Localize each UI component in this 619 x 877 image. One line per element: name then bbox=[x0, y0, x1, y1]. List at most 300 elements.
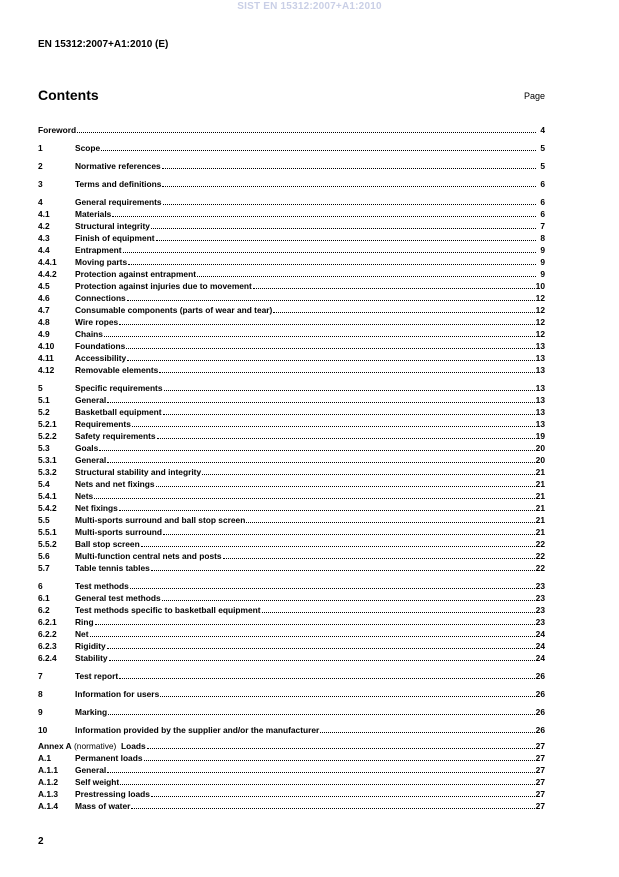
toc-entry-number: 5.2.2 bbox=[38, 431, 57, 441]
toc-leader-dots bbox=[156, 239, 536, 241]
toc-leader-dots bbox=[157, 437, 535, 439]
toc-entry-page: 4 bbox=[540, 125, 545, 135]
toc-entry-page: 20 bbox=[535, 443, 545, 453]
toc-entry-title bbox=[75, 478, 155, 490]
toc-entry[interactable] bbox=[38, 514, 545, 526]
toc-entry-number: 5.3.1 bbox=[38, 455, 57, 465]
toc-entry-number: 5.5.1 bbox=[38, 527, 57, 537]
toc-entry-title-text: Table tennis tables bbox=[75, 563, 150, 573]
toc-entry-title bbox=[75, 580, 129, 592]
toc-entry-title-text: Ball stop screen bbox=[75, 539, 140, 549]
toc-entry-number: 4.8 bbox=[38, 317, 50, 327]
toc-leader-dots bbox=[107, 771, 534, 773]
toc-entry-page: 10 bbox=[535, 281, 545, 291]
toc-entry-number: A.1.1 bbox=[38, 765, 59, 775]
toc-entry-title bbox=[75, 382, 163, 394]
toc-entry-page: 13 bbox=[535, 353, 545, 363]
toc-entry-title-text: Protection against injuries due to movement bbox=[75, 281, 252, 291]
toc-entry[interactable] bbox=[38, 788, 545, 800]
toc-entry-page: 20 bbox=[535, 455, 545, 465]
toc-entry-title-text: Information for users bbox=[75, 689, 160, 699]
toc-entry-title bbox=[75, 764, 106, 776]
toc-entry[interactable] bbox=[38, 220, 545, 232]
toc-entry-number: 4.6 bbox=[38, 293, 50, 303]
toc-entry-number: 4.4.2 bbox=[38, 269, 57, 279]
toc-entry[interactable] bbox=[38, 256, 545, 268]
toc-entry-title-text: Net bbox=[75, 629, 89, 639]
toc-entry-title bbox=[75, 244, 122, 256]
toc-entry-number: 5.3.2 bbox=[38, 467, 57, 477]
toc-leader-dots bbox=[151, 227, 536, 229]
toc-entry-title-text: Nets bbox=[75, 491, 94, 501]
toc-entry-number: 5.2 bbox=[38, 407, 50, 417]
toc-entry-number: 6 bbox=[38, 581, 43, 591]
toc-entry-page: 27 bbox=[535, 765, 545, 775]
toc-leader-dots bbox=[253, 287, 535, 289]
toc-leader-dots bbox=[126, 347, 534, 349]
toc-entry-title-text: Structural integrity bbox=[75, 221, 150, 231]
toc-entry[interactable] bbox=[38, 616, 545, 628]
toc-entry[interactable] bbox=[38, 628, 545, 640]
toc-entry-page: 24 bbox=[535, 653, 545, 663]
toc-entry-title bbox=[75, 752, 143, 764]
toc-entry-title bbox=[75, 142, 100, 154]
toc-entry-title-text: Normative references bbox=[75, 161, 161, 171]
toc-entry[interactable] bbox=[38, 688, 545, 700]
toc-leader-dots bbox=[163, 533, 535, 535]
toc-entry-number: 6.2.4 bbox=[38, 653, 57, 663]
toc-entry[interactable] bbox=[38, 562, 545, 574]
toc-entry-title-text: Terms and definitions bbox=[75, 179, 162, 189]
toc-leader-dots bbox=[77, 131, 536, 133]
toc-entry-page: 12 bbox=[535, 317, 545, 327]
toc-entry-number: 5.2.1 bbox=[38, 419, 57, 429]
toc-entry-title bbox=[75, 394, 106, 406]
toc-entry[interactable] bbox=[38, 592, 545, 604]
toc-entry-page: 5 bbox=[540, 161, 545, 171]
toc-entry-title-text: Safety requirements bbox=[75, 431, 156, 441]
toc-leader-dots bbox=[99, 449, 534, 451]
toc-entry-number: 4.10 bbox=[38, 341, 55, 351]
toc-entry[interactable] bbox=[38, 640, 545, 652]
toc-entry-title bbox=[75, 514, 245, 526]
toc-entry-title bbox=[75, 466, 201, 478]
toc-leader-dots bbox=[120, 783, 534, 785]
document-id: EN 15312:2007+A1:2010 (E) bbox=[38, 39, 169, 50]
toc-entry-title-text: Removable elements bbox=[75, 365, 159, 375]
toc-entry-title-text: General bbox=[75, 455, 107, 465]
toc-entry[interactable] bbox=[38, 124, 545, 136]
toc-entry-title bbox=[75, 178, 161, 190]
toc-entry[interactable] bbox=[38, 538, 545, 550]
toc-entry-page: 26 bbox=[535, 725, 545, 735]
toc-entry[interactable] bbox=[38, 178, 545, 190]
toc-entry-title bbox=[75, 538, 140, 550]
toc-entry-title-text: Foreword bbox=[38, 125, 77, 135]
toc-entry[interactable] bbox=[38, 764, 545, 776]
toc-entry-page: 9 bbox=[540, 257, 545, 267]
toc-entry-number: 6.2 bbox=[38, 605, 50, 615]
toc-entry-title-text: Net fixings bbox=[75, 503, 118, 513]
toc-entry-page: 21 bbox=[535, 515, 545, 525]
toc-entry-title bbox=[75, 328, 103, 340]
toc-entry-page: 27 bbox=[535, 789, 545, 799]
toc-entry-page: 12 bbox=[535, 305, 545, 315]
toc-entry-title-text: Marking bbox=[75, 707, 108, 717]
toc-leader-dots bbox=[197, 275, 536, 277]
toc-entry-title bbox=[75, 340, 125, 352]
toc-entry-title-text: Materials bbox=[75, 209, 112, 219]
toc-entry-title-text: General requirements bbox=[75, 197, 162, 207]
toc-entry-title-text: Accessibility bbox=[75, 353, 127, 363]
toc-leader-dots bbox=[320, 731, 534, 733]
toc-entry-number: 5.1 bbox=[38, 395, 50, 405]
toc-entry-number: 5.4.2 bbox=[38, 503, 57, 513]
toc-entry-page: 22 bbox=[535, 551, 545, 561]
toc-entry-title bbox=[75, 562, 150, 574]
toc-entry-title-text: Ring bbox=[75, 617, 94, 627]
toc-entry-page: 27 bbox=[535, 753, 545, 763]
toc-entry-title-text: Foundations bbox=[75, 341, 126, 351]
toc-entry[interactable] bbox=[38, 800, 545, 812]
toc-leader-dots bbox=[123, 251, 536, 253]
toc-entry-number: 4.5 bbox=[38, 281, 50, 291]
toc-entry-number: 6.2.1 bbox=[38, 617, 57, 627]
toc-entry[interactable] bbox=[38, 430, 545, 442]
toc-leader-dots bbox=[202, 473, 535, 475]
toc-leader-dots bbox=[90, 635, 535, 637]
toc-entry-title-text: Test methods bbox=[75, 581, 129, 591]
toc-leader-dots bbox=[163, 413, 535, 415]
toc-entry[interactable] bbox=[38, 232, 545, 244]
toc-leader-dots bbox=[107, 461, 534, 463]
toc-entry-number: A.1 bbox=[38, 753, 52, 763]
toc-entry-number: 4.7 bbox=[38, 305, 50, 315]
footer-page-number: 2 bbox=[38, 836, 44, 847]
toc-entry-page: 23 bbox=[535, 617, 545, 627]
toc-entry-title bbox=[75, 616, 94, 628]
toc-entry[interactable] bbox=[38, 304, 545, 316]
toc-entry-title-text: Chains bbox=[75, 329, 103, 339]
toc-entry[interactable] bbox=[38, 382, 545, 394]
toc-leader-dots bbox=[107, 647, 535, 649]
toc-entry-title bbox=[75, 604, 261, 616]
toc-leader-dots bbox=[223, 557, 535, 559]
toc-leader-dots bbox=[119, 677, 535, 679]
toc-entry[interactable] bbox=[38, 490, 545, 502]
toc-entry[interactable] bbox=[38, 316, 545, 328]
toc-entry-number: 1 bbox=[38, 143, 43, 153]
toc-leader-dots bbox=[163, 203, 536, 205]
toc-entry-number: 4.12 bbox=[38, 365, 55, 375]
toc-entry-title-text: Protection against entrapment bbox=[75, 269, 196, 279]
toc-entry-title bbox=[75, 454, 106, 466]
toc-leader-dots bbox=[273, 311, 534, 313]
toc-entry-page: 19 bbox=[535, 431, 545, 441]
toc-leader-dots bbox=[127, 299, 535, 301]
toc-entry-title bbox=[38, 124, 76, 136]
toc-entry-number: 5.5 bbox=[38, 515, 50, 525]
toc-entry-title bbox=[75, 430, 156, 442]
toc-entry-title bbox=[75, 706, 107, 718]
toc-entry-title bbox=[75, 652, 108, 664]
toc-entry-title bbox=[75, 442, 98, 454]
toc-entry-page: 26 bbox=[535, 671, 545, 681]
toc-leader-dots bbox=[109, 659, 535, 661]
toc-entry-title bbox=[38, 740, 146, 752]
toc-entry-title-text: Information provided by the supplier and/or the manufacturer bbox=[75, 725, 320, 735]
toc-entry-title-text: Connections bbox=[75, 293, 126, 303]
toc-leader-dots bbox=[151, 795, 535, 797]
toc-entry[interactable] bbox=[38, 502, 545, 514]
toc-entry-page: 27 bbox=[535, 777, 545, 787]
toc-entry-number: 9 bbox=[38, 707, 43, 717]
toc-entry-page: 22 bbox=[535, 563, 545, 573]
toc-entry-title bbox=[75, 502, 118, 514]
toc-entry[interactable] bbox=[38, 752, 545, 764]
toc-entry[interactable] bbox=[38, 340, 545, 352]
toc-entry-number: 7 bbox=[38, 671, 43, 681]
toc-entry[interactable] bbox=[38, 670, 545, 682]
toc-leader-dots bbox=[162, 599, 535, 601]
toc-entry-title-text: Multi-sports surround bbox=[75, 527, 163, 537]
toc-entry[interactable] bbox=[38, 776, 545, 788]
toc-entry-title-text: Mass of water bbox=[75, 801, 131, 811]
toc-entry-number: 4.4 bbox=[38, 245, 50, 255]
toc-entry-page: 23 bbox=[535, 581, 545, 591]
toc-entry-title-text: Rigidity bbox=[75, 641, 106, 651]
toc-entry-title-text: Permanent loads bbox=[75, 753, 143, 763]
toc-entry-title-text: Multi-function central nets and posts bbox=[75, 551, 222, 561]
toc-entry-title-text: Requirements bbox=[75, 419, 131, 429]
toc-entry-number: 5.4 bbox=[38, 479, 50, 489]
toc-entry-page: 13 bbox=[535, 341, 545, 351]
toc-leader-dots bbox=[162, 185, 536, 187]
toc-entry-title bbox=[75, 490, 93, 502]
toc-entry-number: 4.3 bbox=[38, 233, 50, 243]
toc-entry-page: 23 bbox=[535, 593, 545, 603]
toc-entry-number: 5.3 bbox=[38, 443, 50, 453]
toc-leader-dots bbox=[94, 497, 535, 499]
toc-entry-title-text: General test methods bbox=[75, 593, 161, 603]
toc-entry-title-text: Test methods specific to basketball equipment bbox=[75, 605, 261, 615]
toc-leader-dots bbox=[147, 747, 535, 749]
toc-entry-number: 6.2.3 bbox=[38, 641, 57, 651]
toc-entry-number: 4.9 bbox=[38, 329, 50, 339]
toc-entry-title bbox=[75, 208, 111, 220]
toc-entry-number: 2 bbox=[38, 161, 43, 171]
toc-leader-dots bbox=[141, 545, 535, 547]
toc-entry[interactable] bbox=[38, 208, 545, 220]
toc-entry[interactable] bbox=[38, 478, 545, 490]
toc-entry[interactable] bbox=[38, 352, 545, 364]
toc-entry[interactable] bbox=[38, 244, 545, 256]
toc-entry-title bbox=[75, 406, 162, 418]
toc-entry-page: 13 bbox=[535, 395, 545, 405]
toc-leader-dots bbox=[107, 401, 534, 403]
toc-leader-dots bbox=[164, 389, 535, 391]
toc-entry[interactable] bbox=[38, 604, 545, 616]
toc-leader-dots bbox=[160, 695, 534, 697]
toc-entry-title bbox=[75, 788, 150, 800]
toc-entry-page: 13 bbox=[535, 365, 545, 375]
toc-entry-title bbox=[75, 418, 131, 430]
toc-entry[interactable] bbox=[38, 454, 545, 466]
toc-entry-title bbox=[75, 688, 159, 700]
toc-entry[interactable] bbox=[38, 442, 545, 454]
toc-entry-page: 12 bbox=[535, 293, 545, 303]
toc-entry-title bbox=[75, 800, 130, 812]
toc-entry-title bbox=[75, 220, 150, 232]
toc-entry-title-text: General bbox=[75, 395, 107, 405]
toc-entry-page: 5 bbox=[540, 143, 545, 153]
toc-entry[interactable] bbox=[38, 196, 545, 208]
toc-entry-title bbox=[75, 724, 319, 736]
toc-entry-page: 23 bbox=[535, 605, 545, 615]
toc-entry-title bbox=[75, 670, 118, 682]
toc-entry-title-text: Nets and net fixings bbox=[75, 479, 155, 489]
toc-entry-number: 4.1 bbox=[38, 209, 50, 219]
toc-entry-title bbox=[75, 316, 118, 328]
toc-entry-page: 22 bbox=[535, 539, 545, 549]
toc-entry-page: 13 bbox=[535, 419, 545, 429]
toc-entry-number: 4 bbox=[38, 197, 43, 207]
toc-entry-page: 9 bbox=[540, 245, 545, 255]
toc-leader-dots bbox=[132, 425, 535, 427]
toc-entry-number: 6.1 bbox=[38, 593, 50, 603]
table-of-contents bbox=[38, 124, 545, 812]
toc-leader-dots bbox=[101, 149, 536, 151]
toc-entry[interactable] bbox=[38, 142, 545, 154]
toc-leader-dots bbox=[112, 215, 536, 217]
toc-entry[interactable] bbox=[38, 466, 545, 478]
toc-entry-page: 26 bbox=[535, 707, 545, 717]
toc-entry[interactable] bbox=[38, 724, 545, 736]
toc-entry-title bbox=[75, 628, 89, 640]
watermark: SIST EN 15312:2007+A1:2010 bbox=[237, 1, 382, 12]
toc-entry[interactable] bbox=[38, 292, 545, 304]
toc-leader-dots bbox=[159, 371, 534, 373]
toc-entry-number: 5.7 bbox=[38, 563, 50, 573]
toc-entry-title-text: Wire ropes bbox=[75, 317, 119, 327]
toc-entry[interactable] bbox=[38, 406, 545, 418]
toc-entry-title-text: Structural stability and integrity bbox=[75, 467, 202, 477]
toc-entry-number: 4.4.1 bbox=[38, 257, 57, 267]
toc-entry-title bbox=[75, 292, 126, 304]
toc-entry[interactable] bbox=[38, 394, 545, 406]
toc-entry-page: 21 bbox=[535, 479, 545, 489]
toc-entry-page: 6 bbox=[540, 197, 545, 207]
toc-leader-dots bbox=[128, 263, 536, 265]
toc-entry-page: 21 bbox=[535, 467, 545, 477]
toc-entry-title-text: Moving parts bbox=[75, 257, 128, 267]
toc-entry-page: 27 bbox=[535, 801, 545, 811]
toc-leader-dots bbox=[262, 611, 535, 613]
toc-entry-title-text: Prestressing loads bbox=[75, 789, 150, 799]
page-title: Contents bbox=[38, 87, 99, 103]
toc-entry-page: 8 bbox=[540, 233, 545, 243]
toc-entry-page: 24 bbox=[535, 629, 545, 639]
toc-entry-page: 27 bbox=[535, 741, 545, 751]
toc-entry-page: 7 bbox=[540, 221, 545, 231]
toc-entry-number: 5 bbox=[38, 383, 43, 393]
toc-entry[interactable] bbox=[38, 364, 545, 376]
toc-entry[interactable] bbox=[38, 550, 545, 562]
toc-entry-title bbox=[75, 280, 252, 292]
page-column-label: Page bbox=[523, 91, 545, 101]
toc-entry-annex-type: (normative) bbox=[71, 741, 122, 751]
toc-entry-page: 13 bbox=[535, 383, 545, 393]
toc-entry-page: 12 bbox=[535, 329, 545, 339]
toc-entry[interactable] bbox=[38, 580, 545, 592]
toc-leader-dots bbox=[156, 485, 535, 487]
toc-entry-number: A.1.2 bbox=[38, 777, 59, 787]
toc-entry[interactable] bbox=[38, 328, 545, 340]
toc-entry-title-text: Basketball equipment bbox=[75, 407, 162, 417]
toc-entry-title bbox=[75, 640, 106, 652]
toc-entry-page: 13 bbox=[535, 407, 545, 417]
toc-leader-dots bbox=[246, 521, 534, 523]
toc-entry-page: 6 bbox=[540, 179, 545, 189]
toc-entry-number: 4.11 bbox=[38, 353, 54, 363]
toc-entry-title bbox=[75, 364, 158, 376]
toc-entry[interactable] bbox=[38, 706, 545, 718]
toc-entry[interactable] bbox=[38, 280, 545, 292]
toc-entry-number: 6.2.2 bbox=[38, 629, 57, 639]
toc-entry-page: 21 bbox=[535, 503, 545, 513]
toc-entry-title bbox=[75, 256, 127, 268]
toc-entry-title bbox=[75, 160, 161, 172]
toc-entry-title-text: Annex A bbox=[38, 741, 72, 751]
toc-entry[interactable] bbox=[38, 268, 545, 280]
toc-leader-dots bbox=[130, 587, 535, 589]
toc-entry-page: 24 bbox=[535, 641, 545, 651]
toc-leader-dots bbox=[162, 167, 536, 169]
toc-entry-title bbox=[75, 526, 162, 538]
toc-entry-title-text: Finish of equipment bbox=[75, 233, 155, 243]
toc-entry[interactable] bbox=[38, 160, 545, 172]
toc-leader-dots bbox=[119, 509, 535, 511]
toc-entry[interactable] bbox=[38, 740, 545, 752]
toc-entry-title-text: Multi-sports surround and ball stop screen bbox=[75, 515, 246, 525]
toc-entry-title-text: Consumable components (parts of wear and tear) bbox=[75, 305, 273, 315]
toc-leader-dots bbox=[119, 323, 534, 325]
toc-entry-number: 8 bbox=[38, 689, 43, 699]
toc-entry-title bbox=[75, 196, 162, 208]
toc-entry-page: 6 bbox=[540, 209, 545, 219]
toc-entry-title-text: Specific requirements bbox=[75, 383, 163, 393]
toc-entry-title-text: Entrapment bbox=[75, 245, 122, 255]
toc-leader-dots bbox=[131, 807, 534, 809]
toc-entry-title-text: General bbox=[75, 765, 107, 775]
toc-leader-dots bbox=[95, 623, 535, 625]
toc-entry[interactable] bbox=[38, 652, 545, 664]
toc-entry-number: A.1.4 bbox=[38, 801, 59, 811]
toc-entry-number: A.1.3 bbox=[38, 789, 59, 799]
toc-leader-dots bbox=[127, 359, 534, 361]
toc-entry[interactable] bbox=[38, 418, 545, 430]
toc-entry-title bbox=[75, 304, 272, 316]
toc-entry-number: 5.6 bbox=[38, 551, 50, 561]
toc-entry-page: 26 bbox=[535, 689, 545, 699]
toc-leader-dots bbox=[108, 713, 535, 715]
toc-entry-number: 5.5.2 bbox=[38, 539, 57, 549]
toc-leader-dots bbox=[151, 569, 535, 571]
toc-entry-page: 9 bbox=[540, 269, 545, 279]
toc-entry-number: 3 bbox=[38, 179, 43, 189]
toc-leader-dots bbox=[144, 759, 535, 761]
toc-entry[interactable] bbox=[38, 526, 545, 538]
